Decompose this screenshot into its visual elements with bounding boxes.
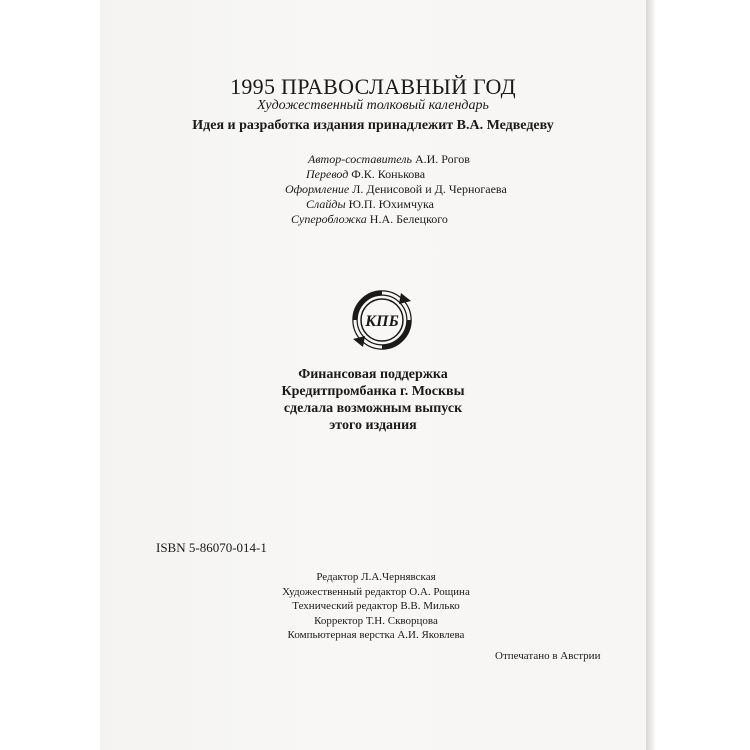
credit-name: Л. Денисовой и Д. Черногаева <box>352 182 507 196</box>
staff-line: Художественный редактор О.А. Рощина <box>282 585 470 598</box>
editorial-staff <box>278 570 474 643</box>
staff-line: Компьютерная верстка А.И. Яковлева <box>287 629 465 641</box>
logo-monogram: КПБ <box>365 313 399 330</box>
credits-block <box>280 152 507 227</box>
bank-logo-emblem <box>349 287 415 353</box>
staff-line: Корректор Т.Н. Скворцова <box>314 614 438 627</box>
credit-role: Слайды <box>306 197 346 211</box>
credit-line <box>280 197 507 212</box>
credit-name: А.И. Рогов <box>414 152 470 166</box>
book-subtitle: Художественный толковый календарь <box>257 98 489 113</box>
staff-line: Редактор Л.А.Чернявская <box>316 571 436 583</box>
credit-role: Оформление <box>285 182 350 196</box>
support-line: этого издания <box>329 418 417 433</box>
credit-name: Н.А. Белецкого <box>369 212 448 226</box>
support-line: Кредитпромбанка г. Москвы <box>281 384 465 399</box>
page-edge <box>646 0 656 750</box>
isbn: ISBN 5-86070-014-1 <box>156 540 267 555</box>
credit-name: Ф.К. Конькова <box>351 167 426 181</box>
credit-role: Суперобложка <box>291 212 367 226</box>
idea-credit: Идея и разработка издания принадлежит В.А. Медведеву <box>192 118 554 133</box>
book-title: 1995 ПРАВОСЛАВНЫЙ ГОД <box>230 74 516 99</box>
credit-name: Ю.П. Юхимчука <box>348 197 434 211</box>
financial-support-note <box>100 366 646 434</box>
book-page <box>100 0 646 750</box>
credit-role: Перевод <box>306 167 349 181</box>
credit-line <box>280 167 507 182</box>
support-line: сделала возможным выпуск <box>283 401 463 416</box>
bank-logo <box>349 287 415 353</box>
printed-in-note: Отпечатано в Австрии <box>495 650 601 662</box>
support-line: Финансовая поддержка <box>298 367 448 382</box>
staff-line: Технический редактор В.В. Милько <box>292 600 460 612</box>
credit-line <box>280 182 507 197</box>
credit-role: Автор-составитель <box>308 152 412 166</box>
credit-line <box>280 152 507 167</box>
credit-line <box>280 212 507 227</box>
